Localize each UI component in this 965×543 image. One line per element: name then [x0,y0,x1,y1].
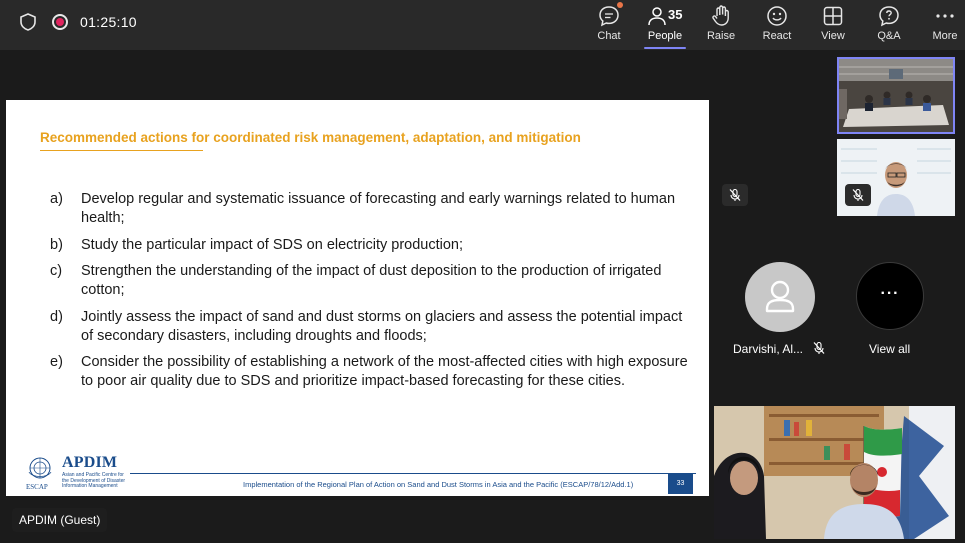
grid-icon [821,4,845,28]
smiley-icon [765,4,789,28]
slide-action-list [50,190,690,399]
office-video [714,406,955,539]
slide-page-number: 33 [668,474,693,494]
conference-room-video [839,59,953,132]
list-text: Consider the possibility of establishing a network of the most-affected cities with high exposure to poor air quality due to SDS and prioritize impact-based forecasting for these cities. [81,354,688,389]
slide-footer-logos [24,456,134,492]
meeting-toolbar [0,0,965,50]
apdim-logo-text: APDIM [62,454,118,471]
shield-icon[interactable] [19,13,37,31]
mic-off-icon [812,341,826,355]
footer-divider [130,473,696,474]
list-text: Study the particular impact of SDS on electricity production; [81,236,464,253]
list-text: Strengthen the understanding of the impact of dust deposition to the production of irrigated cotton; [81,263,662,298]
people-count: 35 [668,7,683,22]
mic-off-icon [851,188,865,202]
list-marker: c) [50,263,63,279]
escap-logo-text: ESCAP [26,483,48,491]
ellipsis-icon: ··· [880,285,900,302]
list-item [50,236,690,255]
people-icon [646,4,670,28]
list-item [50,190,690,228]
qa-icon [877,4,901,28]
participant-video-office[interactable] [714,406,955,539]
list-marker: b) [50,236,63,253]
list-item [50,353,690,391]
thumb-mic-off-badge [722,184,748,206]
qa-label: Q&A [877,30,901,42]
view-label: View [821,30,845,42]
apdim-logo-subtitle: Asian and Pacific Centre for the Development of Disaster Information Management [62,472,126,489]
hand-icon [709,4,733,28]
mic-off-icon [728,188,742,202]
person-icon [745,262,815,332]
chat-label: Chat [597,30,621,42]
view-all-button[interactable] [856,262,924,330]
view-button[interactable] [808,4,858,48]
qa-button[interactable] [864,4,914,48]
presenter-name-tag: APDIM (Guest) [12,508,107,532]
active-tab-indicator [644,47,686,49]
raise-label: Raise [706,30,736,42]
presenter-mic-off-badge [845,184,871,206]
un-emblem-icon [26,456,54,482]
more-button[interactable] [920,4,965,48]
list-marker: e) [50,354,63,370]
chat-notification-dot [617,2,623,8]
participant-video-room[interactable] [837,57,955,134]
participant-name: Darvishi, Al... [733,342,804,356]
react-label: React [762,30,792,42]
people-button[interactable] [640,4,690,48]
slide-footer-caption: Implementation of the Regional Plan of Action on Sand and Dust Storms in Asia and the Pacific (ESCAP/78/12/Add.1) [243,480,634,489]
more-label: More [932,30,958,42]
chat-button[interactable] [584,4,634,48]
list-item [50,308,690,346]
slide-title: Recommended actions for coordinated risk management, adaptation, and mitigation [40,130,581,145]
meeting-timer: 01:25:10 [80,14,137,30]
participant-avatar[interactable] [745,262,815,332]
list-item [50,262,690,300]
list-text: Jointly assess the impact of sand and dust storms on glaciers and assess the potential impact of secondary disasters, including droughts and floods; [81,308,683,344]
more-icon [933,4,957,28]
react-button[interactable] [752,4,802,48]
shared-slide [6,100,709,496]
raise-hand-button[interactable] [696,4,746,48]
title-underline [40,150,203,151]
list-marker: a) [50,191,63,207]
list-marker: d) [50,308,63,325]
list-text: Develop regular and systematic issuance of forecasting and early warnings related to human health; [81,191,676,226]
people-label: People [647,30,683,42]
recording-icon [52,14,68,30]
view-all-label[interactable]: View all [869,342,911,356]
chat-icon [597,4,621,28]
